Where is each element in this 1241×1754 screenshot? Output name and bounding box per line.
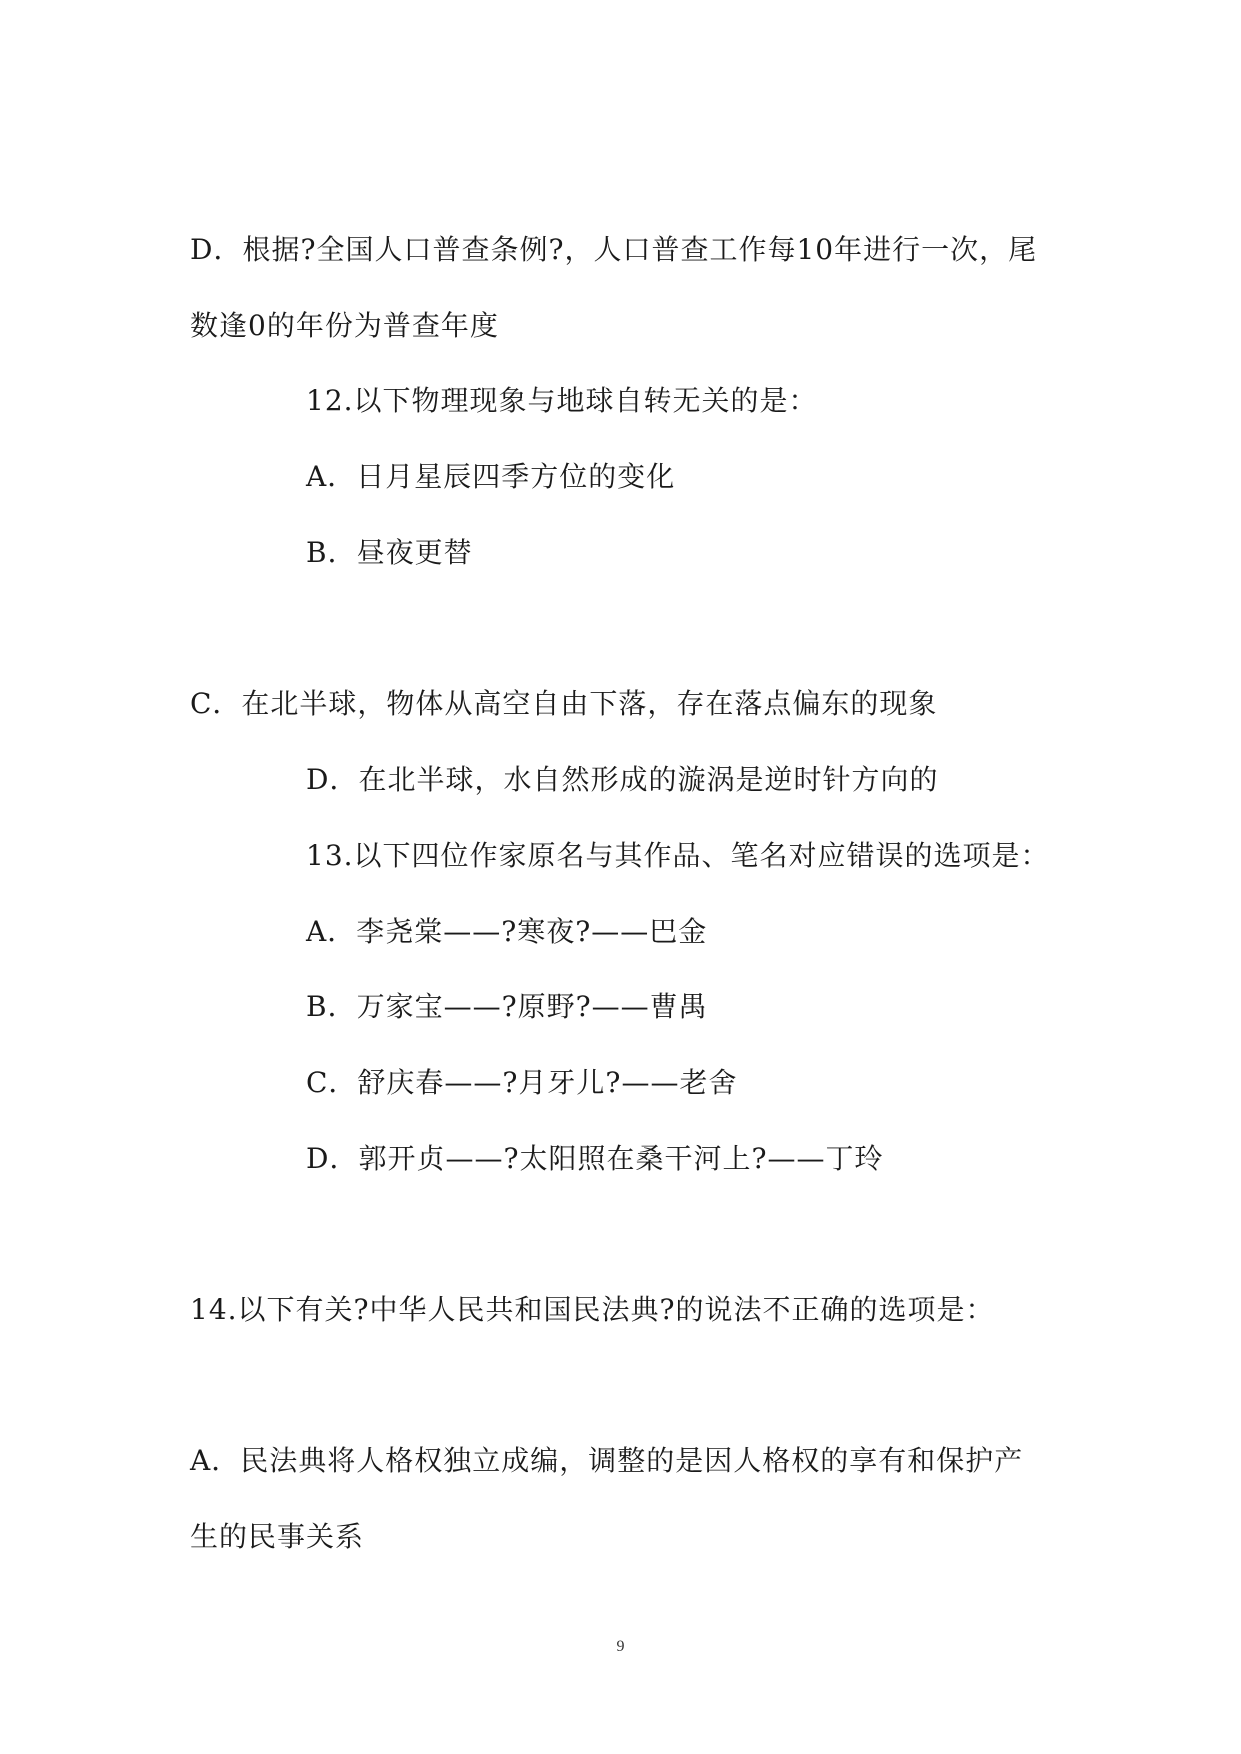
question-12: 12.以下物理现象与地球自转无关的是：: [306, 384, 818, 417]
question-12-option-c: C．在北半球，物体从高空自由下落，存在落点偏东的现象: [190, 687, 938, 720]
option-d-line-2: 数逢0的年份为普查年度: [190, 309, 499, 342]
question-12-option-b: B．昼夜更替: [306, 536, 473, 569]
question-13-option-b: B．万家宝——?原野?——曹禺: [306, 990, 708, 1023]
page-number: 9: [616, 1638, 625, 1655]
question-14-option-a-line-1: A．民法典将人格权独立成编，调整的是因人格权的享有和保护产: [190, 1444, 1024, 1477]
question-13-option-a: A．李尧棠——?寒夜?——巴金: [306, 915, 708, 948]
question-13: 13.以下四位作家原名与其作品、笔名对应错误的选项是：: [306, 839, 1050, 872]
option-d-line-1: D．根据?全国人口普查条例?，人口普查工作每10年进行一次，尾: [190, 233, 1038, 266]
question-13-option-d: D．郭开贞——?太阳照在桑干河上?——丁玲: [306, 1142, 884, 1175]
question-13-option-c: C．舒庆春——?月牙儿?——老舍: [306, 1066, 738, 1099]
question-14-option-a-line-2: 生的民事关系: [190, 1520, 365, 1553]
question-12-option-a: A．日月星辰四季方位的变化: [306, 460, 676, 493]
question-14: 14.以下有关?中华人民共和国民法典?的说法不正确的选项是：: [190, 1293, 995, 1326]
question-12-option-d: D．在北半球，水自然形成的漩涡是逆时针方向的: [306, 763, 939, 796]
